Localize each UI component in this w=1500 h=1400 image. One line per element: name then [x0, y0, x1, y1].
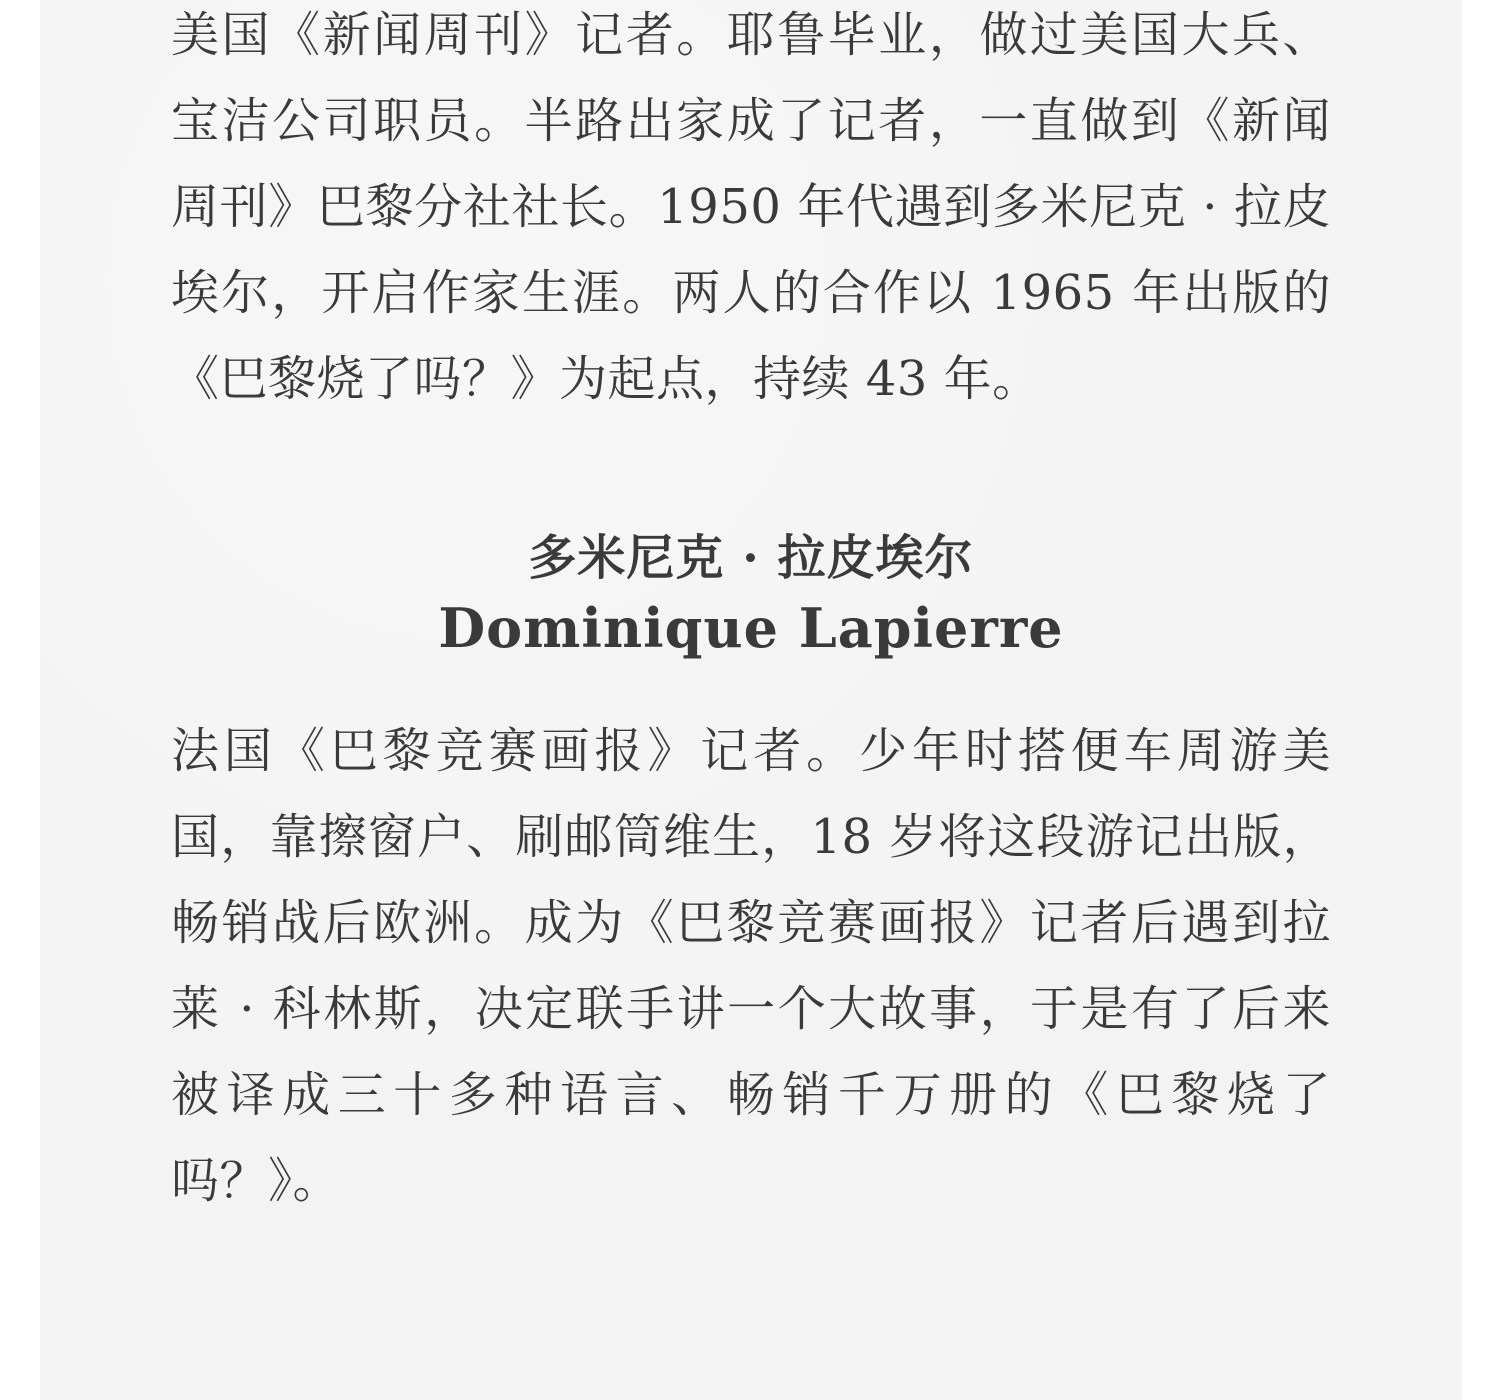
page: [40, 0, 1462, 1400]
author-heading: [40, 525, 1462, 665]
author-name-chinese: 多米尼克 · 拉皮埃尔: [528, 530, 974, 586]
author-bio-paragraph: 法国《巴黎竞赛画报》记者。少年时搭便车周游美国，靠擦窗户、刷邮筒维生，18 岁将这段游记出版，畅销战后欧洲。成为《巴黎竞赛画报》记者后遇到拉莱 · 科林斯，决定联手讲一个大故事，于是有了后来被译成三十多种语言、畅销千万册的《巴黎烧了吗？》。: [171, 723, 1331, 1209]
previous-author-bio-paragraph: 美国《新闻周刊》记者。耶鲁毕业，做过美国大兵、宝洁公司职员。半路出家成了记者，一直做到《新闻周刊》巴黎分社社长。1950 年代遇到多米尼克 · 拉皮埃尔，开启作家生涯。两人的合作以 1965 年出版的《巴黎烧了吗？》为起点，持续 43 年。: [171, 7, 1331, 407]
author-name-english: Dominique Lapierre: [438, 596, 1064, 660]
